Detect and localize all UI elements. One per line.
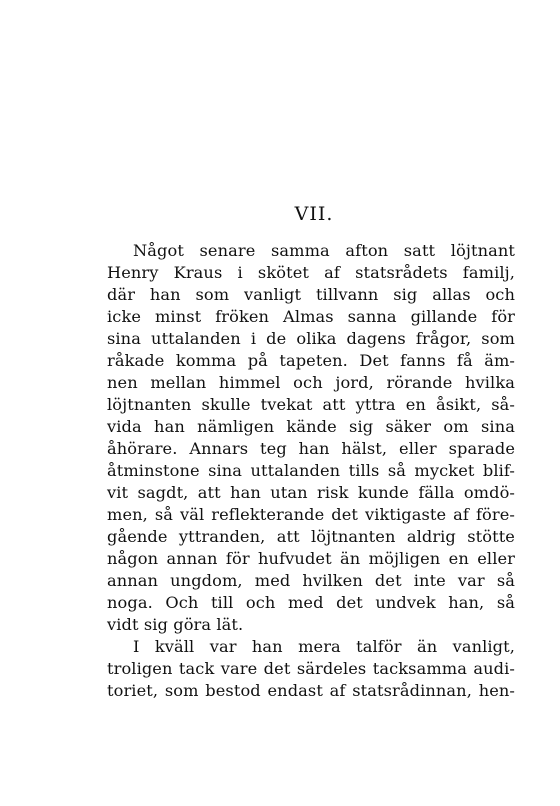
paragraph-line: där han som vanligt tillvann sig allas och [107,285,515,304]
paragraph-line: gående yttranden, att löjtnanten aldrig stötte [107,527,515,546]
paragraph-line: vit sagdt, att han utan risk kunde fälla omdö- [107,483,515,502]
paragraph-line: någon annan för hufvudet än möjligen en eller [107,549,515,568]
chapter-heading: VII. [294,203,334,225]
paragraph-line: vidt sig göra lät. [107,615,244,634]
paragraph-line: troligen tack vare det särdeles tacksamma audi- [107,659,515,678]
paragraph-line: Något senare samma afton satt löjtnant [133,241,515,260]
paragraph-line: vida han nämligen kände sig säker om sina [107,417,515,436]
paragraph-line: toriet, som bestod endast af statsrådinnan, hen- [107,681,515,700]
paragraph-line: I kväll var han mera talför än vanligt, [133,637,515,656]
paragraph-line: icke minst fröken Almas sanna gillande för [107,307,515,326]
paragraph-line: men, så väl reflekterande det viktigaste af före- [107,505,515,524]
paragraph-line: annan ungdom, med hvilken det inte var så [107,571,515,590]
paragraph-line: Henry Kraus i skötet af statsrådets familj, [107,263,515,282]
paragraph-line: åhörare. Annars teg han hälst, eller sparade [107,439,515,458]
paragraph-line: åtminstone sina uttalanden tills så mycket blif- [107,461,515,480]
paragraph-line: nen mellan himmel och jord, rörande hvilka [107,373,515,392]
paragraph-line: löjtnanten skulle tvekat att yttra en åsikt, så- [107,395,515,414]
paragraph-line: noga. Och till och med det undvek han, så [107,593,515,612]
paragraph-line: råkade komma på tapeten. Det fanns få äm- [107,351,515,370]
paragraph-line: sina uttalanden i de olika dagens frågor, som [107,329,515,348]
